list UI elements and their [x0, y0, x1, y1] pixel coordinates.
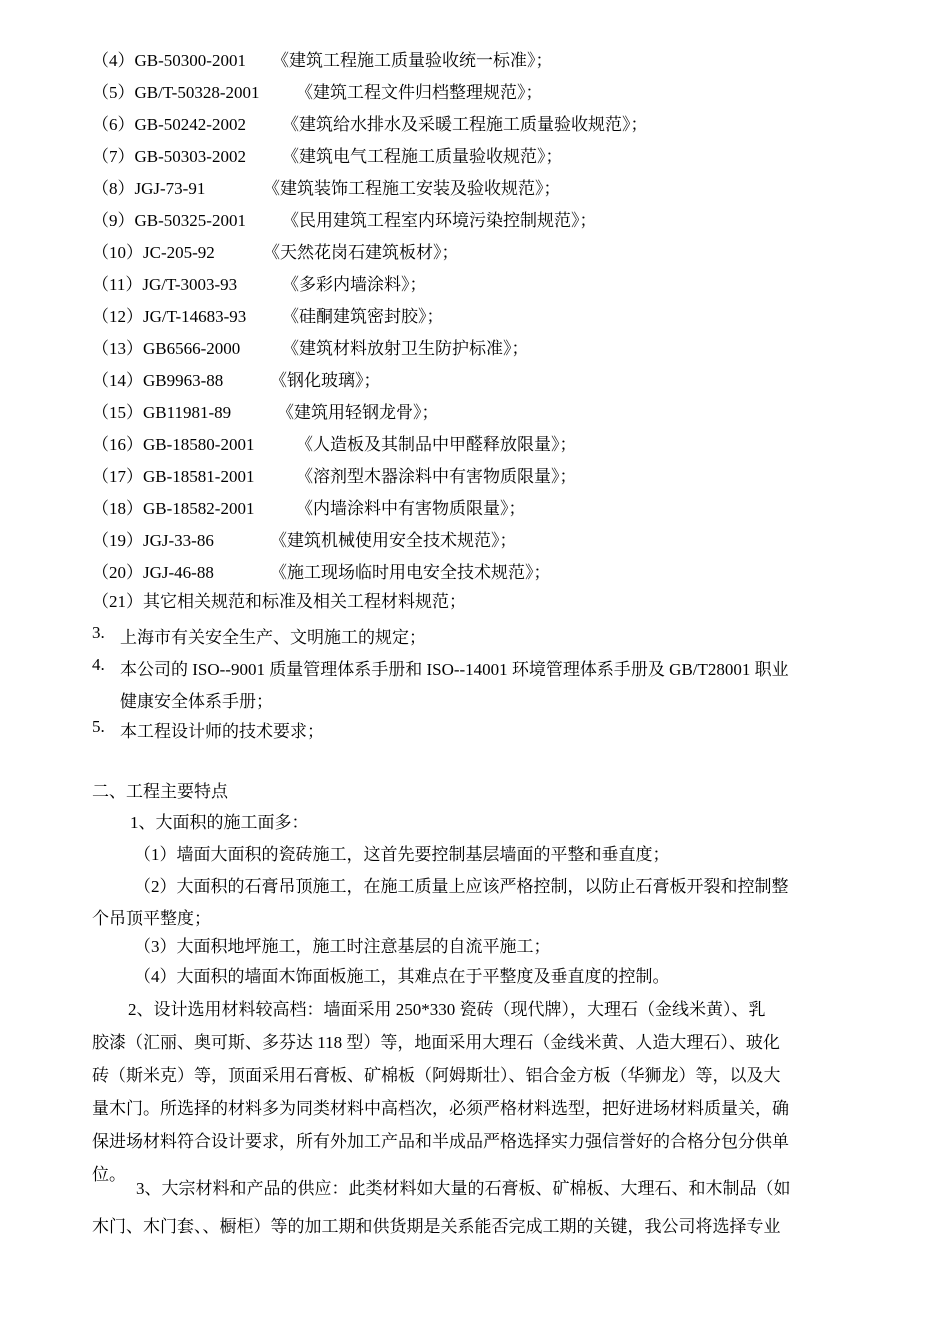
- standard-code: JG/T-14683-93: [143, 307, 247, 326]
- standard-item: [92, 274, 427, 296]
- standard-title: 《建筑用轻钢龙骨》；: [277, 403, 439, 422]
- standard-code: JC-205-92: [143, 243, 215, 262]
- standard-item: [92, 466, 577, 488]
- numbered-text: 本工程设计师的技术要求；: [120, 722, 324, 741]
- point-1-item-line: （1）墙面大面积的瓷砖施工，这首先要控制基层墙面的平整和垂直度；: [134, 845, 670, 864]
- standard-number: （12）: [92, 307, 143, 326]
- standard-item: [92, 82, 543, 104]
- standard-code: GB/T-50328-2001: [134, 83, 260, 102]
- standard-title: 《民用建筑工程室内环境污染控制规范》；: [282, 211, 597, 230]
- point-1-item-line: （2）大面积的石膏吊顶施工，在施工质量上应该严格控制，以防止石膏板开裂和控制整: [134, 877, 789, 896]
- standard-code: GB-50300-2001: [134, 51, 246, 70]
- point-2-line: 胶漆（汇丽、奥可斯、多芬达 118 型）等，地面采用大理石（金线米黄、人造大理石）、玻化: [92, 1033, 780, 1052]
- point-1-item-line: （4）大面积的墙面木饰面板施工，其难点在于平整度及垂直度的控制。: [134, 967, 670, 986]
- standard-code: GB-50303-2002: [134, 147, 246, 166]
- standard-title: 《建筑给水排水及采暖工程施工质量验收规范》；: [282, 115, 648, 134]
- standard-code: GB11981-89: [143, 403, 232, 422]
- standard-number: （16）: [92, 435, 143, 454]
- point-2-line: 保进场材料符合设计要求，所有外加工产品和半成品严格选择实力强信誉好的合格分包分供单: [92, 1132, 789, 1151]
- standard-title: 《多彩内墙涂料》；: [282, 275, 427, 294]
- standard-item: [92, 114, 648, 136]
- standard-title: 《建筑材料放射卫生防护标准》；: [282, 339, 529, 358]
- standard-title: 《建筑工程施工质量验收统一标准》；: [272, 51, 553, 70]
- point-2-line: 量木门。所选择的材料多为同类材料中高档次，必须严格材料选型，把好进场材料质量关，确: [92, 1099, 789, 1118]
- standard-title: 《天然花岗石建筑板材》；: [263, 243, 459, 262]
- standard-item: [92, 178, 561, 200]
- standard-item: [92, 530, 517, 552]
- standard-number: （11）: [92, 275, 143, 294]
- point-1-title: 1、大面积的施工面多：: [130, 813, 309, 832]
- standard-item: [92, 338, 529, 360]
- standard-number: （4）: [92, 51, 135, 70]
- standard-code: GB9963-88: [143, 371, 224, 390]
- standard-item: [92, 242, 459, 264]
- standard-number: （8）: [92, 179, 135, 198]
- standard-number: （14）: [92, 371, 143, 390]
- standard-title: 《内墙涂料中有害物质限量》；: [296, 499, 526, 518]
- standard-number: （13）: [92, 339, 143, 358]
- standard-item: [92, 434, 577, 456]
- standard-number: （15）: [92, 403, 143, 422]
- standard-item-21: （21）其它相关规范和标准及相关工程材料规范；: [92, 592, 466, 611]
- point-1-item-line: 个吊顶平整度；: [92, 909, 211, 928]
- standard-item: [92, 402, 439, 424]
- standard-number: （17）: [92, 467, 143, 486]
- standard-title: 《建筑机械使用安全技术规范》；: [270, 531, 517, 550]
- standard-number: （20）: [92, 563, 143, 582]
- point-2-line: 2、设计选用材料较高档：墙面采用 250*330 瓷砖（现代牌），大理石（金线米黄）、乳: [128, 1000, 766, 1019]
- standard-code: GB-18582-2001: [143, 499, 255, 518]
- section-title: 二、工程主要特点: [92, 782, 228, 801]
- numbered-text: 健康安全体系手册；: [120, 692, 273, 711]
- standard-item: [92, 498, 526, 520]
- standard-code: JGJ-46-88: [143, 563, 214, 582]
- standard-title: 《施工现场临时用电安全技术规范》；: [270, 563, 551, 582]
- standard-code: GB-50325-2001: [134, 211, 246, 230]
- numbered-index: 4.: [92, 655, 105, 674]
- standard-title: 《溶剂型木器涂料中有害物质限量》；: [296, 467, 577, 486]
- standard-title: 《建筑电气工程施工质量验收规范》；: [282, 147, 563, 166]
- point-1-item-line: （3）大面积地坪施工，施工时注意基层的自流平施工；: [134, 937, 551, 956]
- standard-item: [92, 562, 551, 584]
- standard-title: 《钢化玻璃》；: [270, 371, 381, 390]
- standard-number: （18）: [92, 499, 143, 518]
- standard-number: （7）: [92, 147, 135, 166]
- standard-item: [92, 50, 553, 72]
- standard-code: JGJ-33-86: [143, 531, 214, 550]
- point-2-line: 位。: [92, 1165, 126, 1184]
- standard-code: GB6566-2000: [143, 339, 241, 358]
- standard-number: （6）: [92, 115, 135, 134]
- standard-number: （10）: [92, 243, 143, 262]
- standard-item: [92, 210, 597, 232]
- standard-item: [92, 306, 444, 328]
- point-2-line: 砖（斯米克）等，顶面采用石膏板、矿棉板（阿姆斯壮）、铝合金方板（华狮龙）等，以及大: [92, 1066, 781, 1085]
- standard-item: [92, 146, 563, 168]
- standard-title: 《建筑工程文件归档整理规范》；: [296, 83, 543, 102]
- numbered-index: 5.: [92, 717, 105, 736]
- standard-title: 《硅酮建筑密封胶》；: [282, 307, 444, 326]
- standard-code: GB-50242-2002: [134, 115, 246, 134]
- standard-code: GB-18581-2001: [143, 467, 255, 486]
- standard-number: （5）: [92, 83, 135, 102]
- numbered-index: 3.: [92, 623, 105, 642]
- standard-code: JGJ-73-91: [134, 179, 206, 198]
- numbered-text: 上海市有关安全生产、文明施工的规定；: [120, 628, 426, 647]
- standard-title: 《人造板及其制品中甲醛释放限量》；: [296, 435, 577, 454]
- standard-title: 《建筑装饰工程施工安装及验收规范》；: [263, 179, 561, 198]
- standard-item: [92, 370, 381, 392]
- standard-number: （19）: [92, 531, 143, 550]
- numbered-text: 本公司的 ISO--9001 质量管理体系手册和 ISO--14001 环境管理体系手册及 GB/T28001 职业: [120, 660, 789, 679]
- point-3-line: 3、大宗材料和产品的供应：此类材料如大量的石膏板、矿棉板、大理石、和木制品（如: [136, 1179, 791, 1198]
- standard-code: GB-18580-2001: [143, 435, 255, 454]
- point-3-line: 木门、木门套、、橱柜）等的加工期和供货期是关系能否完成工期的关键，我公司将选择专业: [92, 1217, 781, 1236]
- standard-code: JG/T-3003-93: [142, 275, 238, 294]
- standard-number: （9）: [92, 211, 135, 230]
